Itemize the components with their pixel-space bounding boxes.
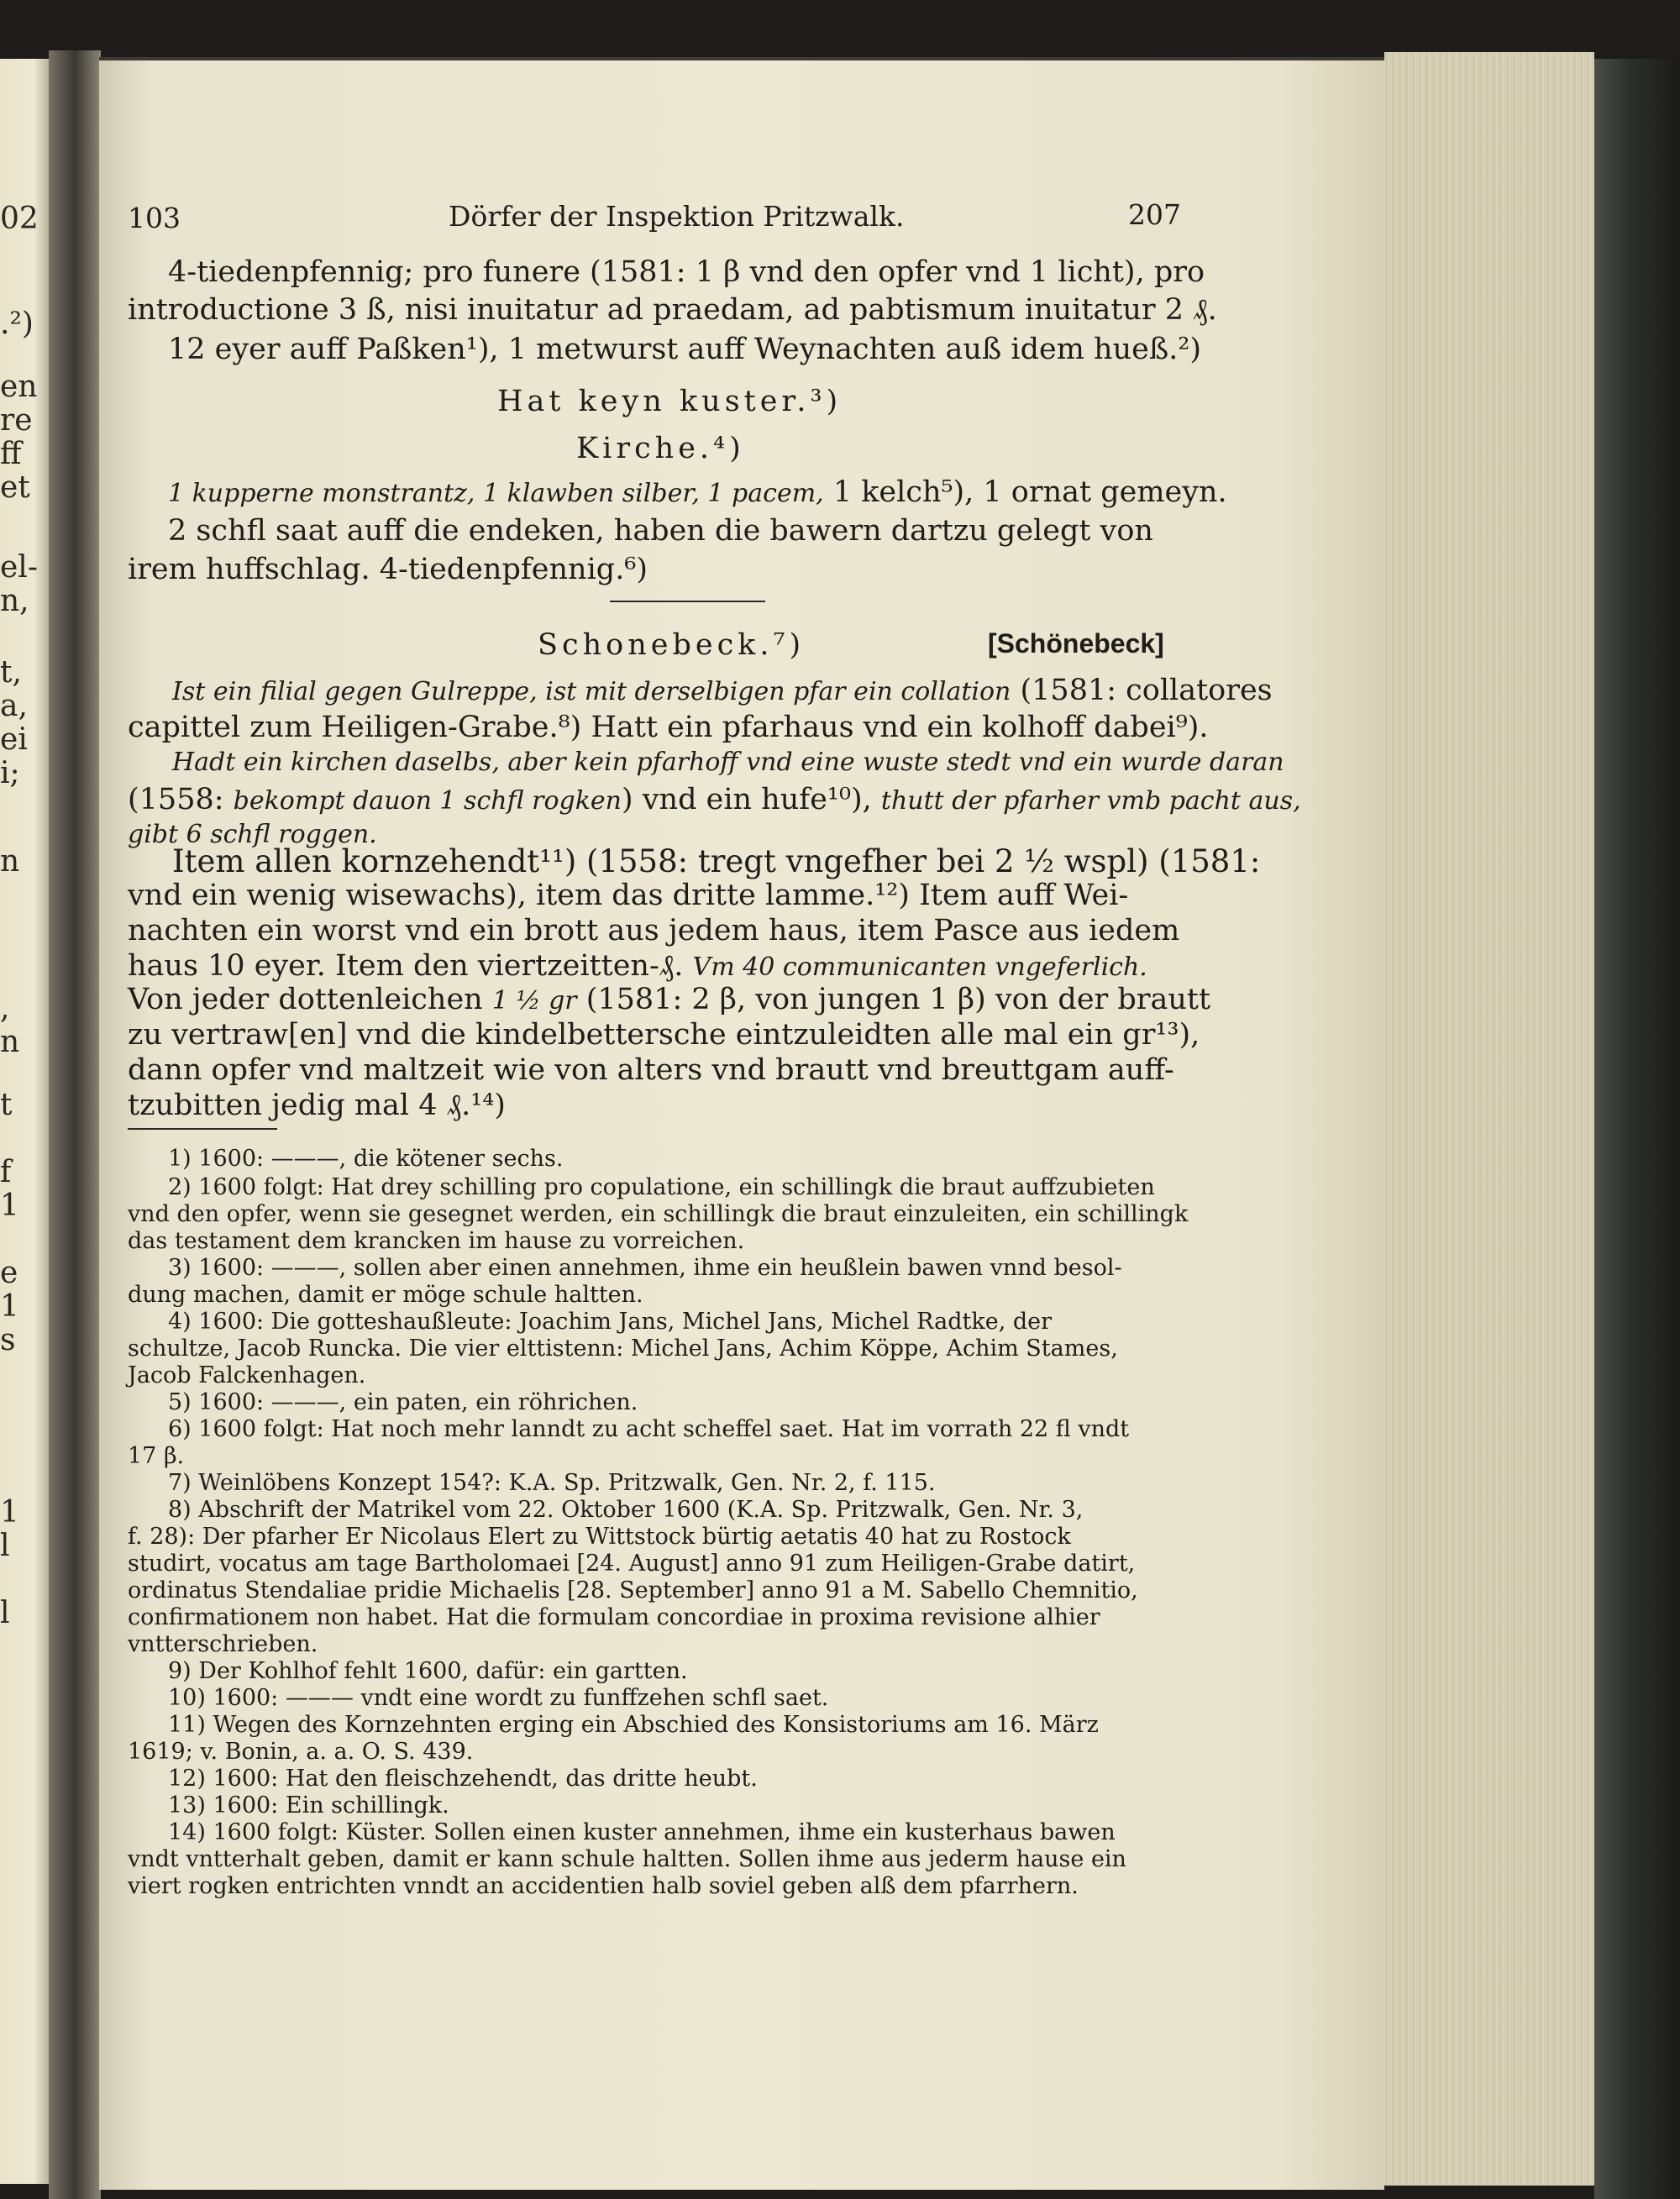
body-line bbox=[128, 783, 1301, 816]
body-line-italic: Hadt ein kirchen daselbs, aber kein pfarhoff vnd eine wuste stedt vnd ein wurde daran bbox=[172, 748, 1284, 777]
margin-fragment: f bbox=[0, 1155, 12, 1189]
italic-text: Vm 40 communicanten vngeferlich. bbox=[692, 953, 1147, 982]
margin-fragment: , bbox=[0, 991, 10, 1026]
footnote-rule bbox=[128, 1128, 277, 1130]
left-page-fragment bbox=[0, 59, 49, 2184]
margin-fragment: et bbox=[0, 470, 30, 505]
footnote-line: confirmationem non habet. Hat die formulam concordiae in proxima revisione alhier bbox=[128, 1604, 1100, 1630]
margin-fragment: s bbox=[0, 1323, 16, 1357]
footnote-line: 4) 1600: Die gotteshaußleute: Joachim Jans, Michel Jans, Michel Radtke, der bbox=[168, 1309, 1053, 1335]
footnote-line: schultze, Jacob Runcka. Die vier elttistenn: Michel Jans, Achim Köppe, Achim Stames, bbox=[128, 1336, 1118, 1362]
body-text: haus 10 eyer. Item den viertzeitten-₰. bbox=[128, 949, 693, 983]
margin-fragment: 1 bbox=[0, 1495, 19, 1530]
footnote-line: viert rogken entrichten vnndt an accidentien halb soviel geben alß dem pfarrhern. bbox=[128, 1873, 1079, 1899]
footnote-line: 5) 1600: ———, ein paten, ein röhrichen. bbox=[168, 1389, 638, 1415]
body-line bbox=[172, 674, 1273, 707]
margin-fragment: en bbox=[0, 370, 38, 404]
footnote-line: das testament dem krancken im hause zu vorreichen. bbox=[128, 1228, 745, 1254]
body-text: ) vnd ein hufe¹⁰), bbox=[621, 783, 881, 816]
margin-fragment: el- bbox=[0, 550, 38, 585]
body-line bbox=[168, 475, 1227, 509]
footnote-line: ordinatus Stendaliae pridie Michaelis [28. September] anno 91 a M. Sabello Chemnitio, bbox=[128, 1577, 1138, 1603]
footnote-line: vnd den opfer, wenn sie gesegnet werden, ein schillingk die braut einzuleiten, ein schillingk bbox=[128, 1201, 1189, 1227]
footnote-line: 7) Weinlöbens Konzept 154?: K.A. Sp. Pritzwalk, Gen. Nr. 2, f. 115. bbox=[168, 1470, 936, 1496]
body-text: (1581: collatores bbox=[1011, 674, 1273, 707]
italic-text: thutt der pfarher vmb pacht aus, bbox=[880, 786, 1301, 816]
body-line: tzubitten jedig mal 4 ₰.¹⁴) bbox=[128, 1089, 506, 1122]
body-line: dann opfer vnd maltzeit wie von alters vnd brautt vnd breuttgam auff- bbox=[128, 1053, 1174, 1087]
margin-fragment: ei bbox=[0, 722, 28, 757]
footnote-line: 1) 1600: ———, die kötener sechs. bbox=[168, 1146, 564, 1172]
body-line bbox=[128, 983, 1210, 1016]
footnote-line: f. 28): Der pfarher Er Nicolaus Elert zu Wittstock bürtig aetatis 40 hat zu Rostock bbox=[128, 1524, 1071, 1550]
margin-fragment: 02 bbox=[0, 202, 39, 236]
margin-fragment: n bbox=[0, 844, 20, 879]
footnote-line: 2) 1600 folgt: Hat drey schilling pro copulatione, ein schillingk die braut auffzubieten bbox=[168, 1174, 1155, 1200]
margin-fragment: n, bbox=[0, 584, 29, 618]
running-title: Dörfer der Inspektion Pritzwalk. bbox=[449, 200, 905, 233]
left-page-number: 103 bbox=[128, 202, 181, 234]
section-divider bbox=[610, 601, 765, 602]
footnote-line: dung machen, damit er möge schule haltten. bbox=[128, 1282, 643, 1308]
footnote-line: 14) 1600 folgt: Küster. Sollen einen kuster annehmen, ihme ein kusterhaus bawen bbox=[168, 1819, 1116, 1845]
body-line: 4-tiedenpfennig; pro funere (1581: 1 β vnd den opfer vnd 1 licht), pro bbox=[168, 255, 1205, 289]
heading-kirche: Kirche.⁴) bbox=[576, 432, 745, 465]
footnote-line: 9) Der Kohlhof fehlt 1600, dafür: ein gartten. bbox=[168, 1658, 688, 1684]
margin-fragment: l bbox=[0, 1596, 10, 1630]
footnote-line: 8) Abschrift der Matrikel vom 22. Oktober 1600 (K.A. Sp. Pritzwalk, Gen. Nr. 3, bbox=[168, 1497, 1084, 1523]
footnote-line: 11) Wegen des Kornzehnten erging ein Abschied des Konsistoriums am 16. März bbox=[168, 1712, 1099, 1738]
body-text: Von jeder dottenleichen bbox=[128, 983, 492, 1016]
italic-text: 1 kupperne monstrantz, 1 klawben silber, 1 pacem, bbox=[168, 479, 824, 508]
footnote-line: 3) 1600: ———, sollen aber einen annehmen, ihme ein heußlein bawen vnnd besol- bbox=[168, 1255, 1122, 1281]
italic-text: Ist ein filial gegen Gulreppe, ist mit derselbigen pfar ein collation bbox=[172, 677, 1011, 706]
body-line: Item allen kornzehendt¹¹) (1558: tregt vngefher bei 2 ½ wspl) (1581: bbox=[172, 843, 1261, 879]
footnote-line: 1619; v. Bonin, a. a. O. S. 439. bbox=[128, 1739, 474, 1765]
italic-text: bekompt dauon 1 schfl rogken bbox=[233, 786, 622, 816]
body-line: nachten ein worst vnd ein brott aus jedem haus, item Pasce aus iedem bbox=[128, 914, 1180, 947]
footnote-line: 10) 1600: ——— vndt eine wordt zu funffzehen schfl saet. bbox=[168, 1685, 829, 1711]
footnote-line: Jacob Falckenhagen. bbox=[128, 1362, 366, 1388]
margin-fragment: e bbox=[0, 1256, 18, 1290]
body-text: 1 kelch⁵), 1 ornat gemeyn. bbox=[823, 475, 1227, 509]
book-gutter bbox=[49, 50, 101, 2199]
body-line: 12 eyer auff Paßken¹), 1 metwurst auff Weynachten auß idem hueß.²) bbox=[168, 333, 1202, 366]
footnote-line: vndt vntterhalt geben, damit er kann schule haltten. Sollen ihme aus jederm hause ein bbox=[128, 1846, 1126, 1872]
italic-text: 1 ½ gr bbox=[491, 986, 577, 1016]
body-line: capittel zum Heiligen-Grabe.⁸) Hatt ein pfarhaus vnd ein kolhoff dabei⁹). bbox=[128, 711, 1209, 744]
margin-fragment: n bbox=[0, 1025, 20, 1059]
modern-placename: [Schönebeck] bbox=[988, 628, 1164, 659]
footnote-line: 6) 1600 folgt: Hat noch mehr lanndt zu acht scheffel saet. Hat im vorrath 22 fl vndt bbox=[168, 1416, 1130, 1442]
footnote-line: 13) 1600: Ein schillingk. bbox=[168, 1792, 449, 1819]
footnote-line: 17 β. bbox=[128, 1443, 185, 1469]
body-line: vnd ein wenig wisewachs), item das dritte lamme.¹²) Item auff Wei- bbox=[128, 879, 1129, 912]
footnote-line: 12) 1600: Hat den fleischzehendt, das dritte heubt. bbox=[168, 1766, 758, 1792]
margin-fragment: 1 bbox=[0, 1289, 19, 1324]
margin-fragment: l bbox=[0, 1529, 10, 1563]
body-line-italic: gibt 6 schfl roggen. bbox=[128, 820, 377, 849]
margin-fragment: a, bbox=[0, 689, 28, 723]
page-number: 207 bbox=[1128, 198, 1181, 231]
footnote-line: studirt, vocatus am tage Bartholomaei [24. August] anno 91 zum Heiligen-Grabe datirt, bbox=[128, 1551, 1136, 1577]
margin-fragment: t bbox=[0, 1088, 13, 1122]
page-edges bbox=[1384, 52, 1594, 2186]
margin-fragment: ff bbox=[0, 437, 22, 471]
body-line: zu vertraw[en] vnd die kindelbettersche eintzuleidten alle mal ein gr¹³), bbox=[128, 1018, 1200, 1052]
heading-schonebeck: Schonebeck.⁷) bbox=[538, 628, 806, 662]
body-line bbox=[128, 949, 1147, 983]
book-binding bbox=[1594, 59, 1680, 2199]
margin-fragment: re bbox=[0, 403, 33, 438]
heading-kuster: Hat keyn kuster.³) bbox=[497, 385, 843, 418]
body-text: (1558: bbox=[128, 783, 234, 816]
margin-fragment: t, bbox=[0, 655, 22, 690]
body-line: 2 schfl saat auff die endeken, haben die bawern dartzu gelegt von bbox=[168, 514, 1153, 548]
margin-fragment: i; bbox=[0, 756, 20, 790]
footnote-line: vntterschrieben. bbox=[128, 1631, 318, 1657]
body-line: introductione 3 ß, nisi inuitatur ad praedam, ad pabtismum inuitatur 2 ₰. bbox=[128, 293, 1217, 327]
body-text: (1581: 2 β, von jungen 1 β) von der brautt bbox=[576, 983, 1211, 1016]
margin-fragment: .²) bbox=[0, 307, 34, 341]
body-line: irem huffschlag. 4-tiedenpfennig.⁶) bbox=[128, 553, 648, 586]
margin-fragment: 1 bbox=[0, 1189, 19, 1223]
